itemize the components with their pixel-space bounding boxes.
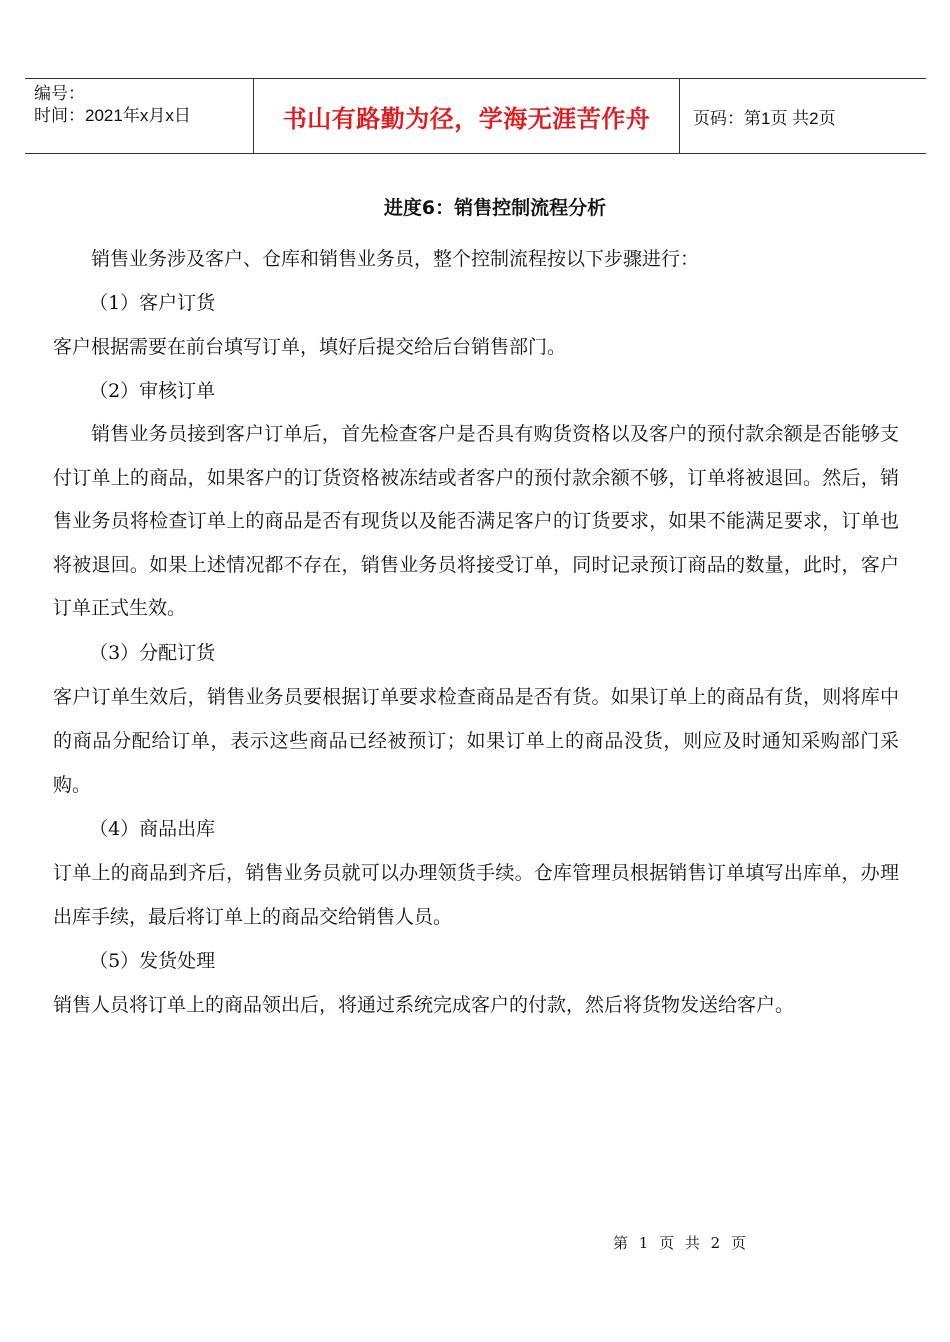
step-2-heading: （2）审核订单 xyxy=(89,380,216,402)
intro-paragraph: 销售业务涉及客户、仓库和销售业务员，整个控制流程按以下步骤进行： xyxy=(91,248,700,270)
header-motto: 书山有路勤为径，学海无涯苦作舟 xyxy=(282,104,651,133)
header-page-info-cell xyxy=(680,79,926,153)
page-header xyxy=(25,78,926,154)
header-motto-cell xyxy=(254,79,680,153)
step-3-body: 客户订单生效后，销售业务员要根据订单要求检查商品是否有货。如果订单上的商品有货，则将库中的商品分配给订单，表示这些商品已经被预订；如果订单上的商品没货，则应及时通知采购部门采购。 xyxy=(53,685,899,796)
page-footer: 第 1 页 共 2 页 xyxy=(613,1234,749,1252)
step-2-body: 销售业务员接到客户订单后，首先检查客户是否具有购货资格以及客户的预付款余额是否能够支付订单上的商品，如果客户的订货资格被冻结或者客户的预付款余额不够，订单将被退回。然后，销售业务员将检查订单上的商品是否有现货以及能否满足客户的订货要求，如果不能满足要求，订单也将被退回。如果上述情况都不存在，销售业务员将接受订单，同时记录预订商品的数量，此时，客户订单正式生效。 xyxy=(53,423,899,619)
document-number-label: 编号： xyxy=(34,84,85,103)
step-3-heading: （3）分配订货 xyxy=(89,641,216,664)
header-page-info: 页码：第1页 共2页 xyxy=(693,108,836,128)
step-1-heading: （1）客户订货 xyxy=(89,292,216,314)
step-5-heading: （5）发货处理 xyxy=(89,949,216,972)
step-1-body: 客户根据需要在前台填写订单，填好后提交给后台销售部门。 xyxy=(53,336,567,358)
step-4-body: 订单上的商品到齐后，销售业务员就可以办理领货手续。仓库管理员根据销售订单填写出库单，办理出库手续，最后将订单上的商品交给销售人员。 xyxy=(53,861,899,928)
document-body xyxy=(53,237,899,1027)
step-5-body: 销售人员将订单上的商品领出后，将通过系统完成客户的付款，然后将货物发送给客户。 xyxy=(53,993,795,1016)
step-2-body-block xyxy=(53,413,899,631)
document-time: 时间：2021年x月x日 xyxy=(34,106,191,125)
document-title: 进度6：销售控制流程分析 xyxy=(383,197,607,219)
step-4-heading: （4）商品出库 xyxy=(89,817,216,840)
header-meta xyxy=(25,79,254,153)
